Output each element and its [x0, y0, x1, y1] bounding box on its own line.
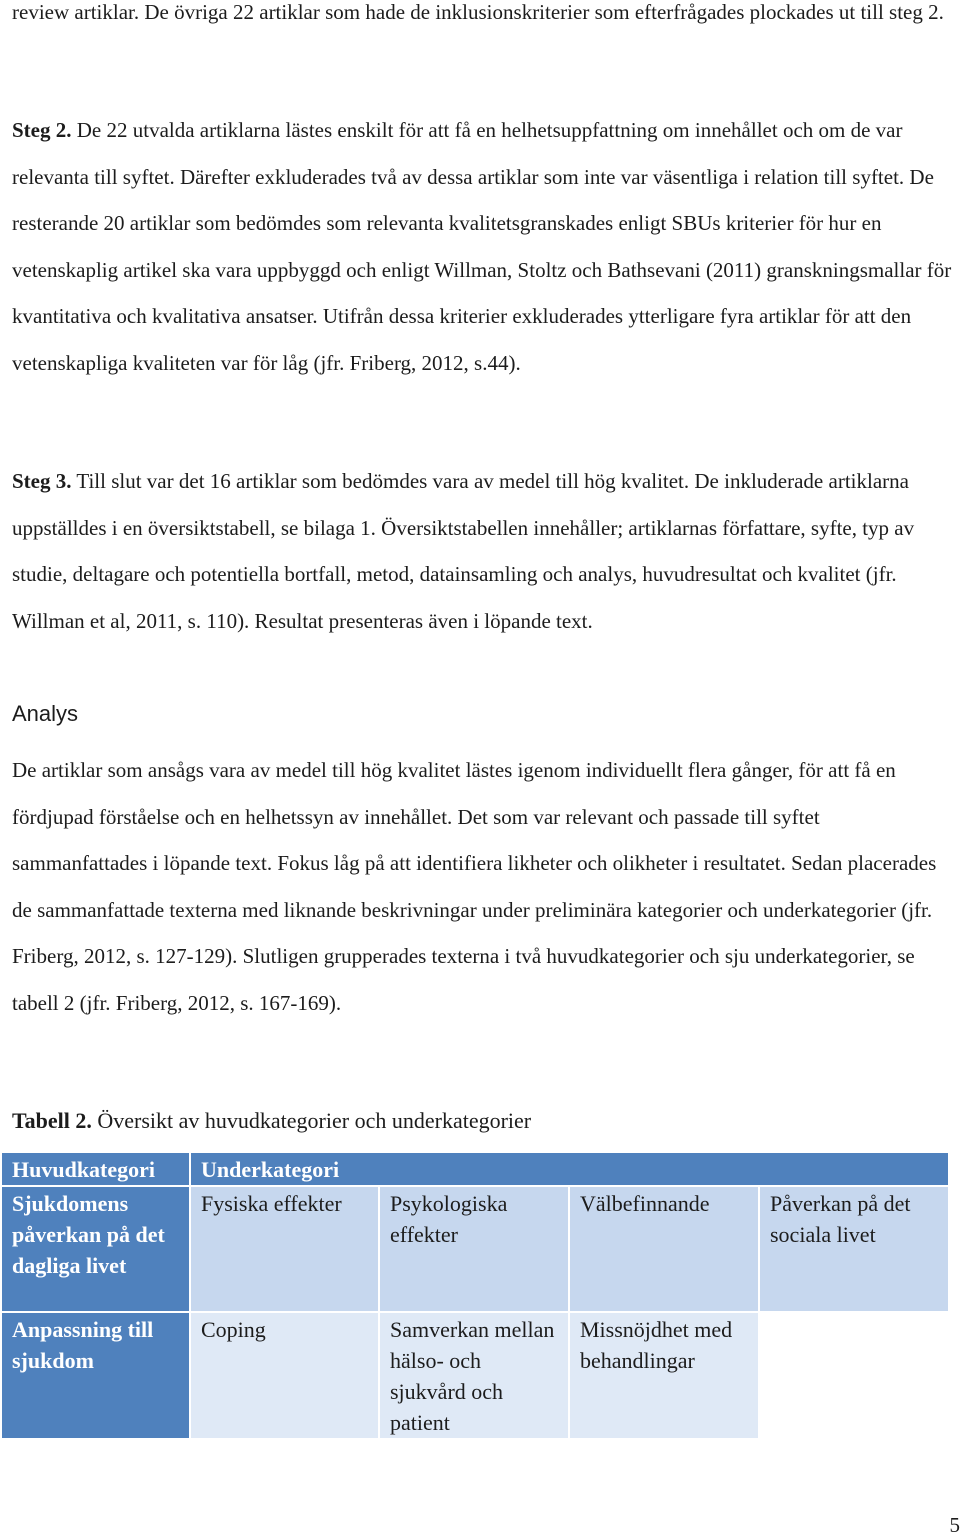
paragraph-intro: review artiklar. De övriga 22 artiklar som hade de inklusionskriterier som efterfrågades plockades ut till steg 2.	[12, 0, 944, 24]
steg-3-text: Till slut var det 16 artiklar som bedömdes vara av medel till hög kvalitet. De inkluderade artiklarna uppställdes i en översiktstabell, se bilaga 1. Översiktstabellen innehåller; artiklarnas författare, syfte, typ av studie, deltagare och potentiella bortfall, metod, datainsamling och analys, huvudresultat och kvalitet (jfr. Willman et al, 2011, s. 110). Resultat presenteras även i löpande text.	[12, 469, 915, 633]
table-caption-text: Översikt av huvudkategorier och underkategorier	[91, 1108, 532, 1133]
table-row	[2, 1313, 950, 1440]
sub-category-cell: Fysiska effekter	[191, 1187, 380, 1313]
sub-category-cell: Samverkan mellan hälso- och sjukvård och patient	[380, 1313, 570, 1440]
main-category-cell: Sjukdomens påverkan på det dagliga livet	[2, 1187, 191, 1313]
empty-cell	[760, 1313, 950, 1440]
page-number: 5	[949, 1513, 960, 1537]
category-table	[2, 1153, 950, 1440]
sub-category-cell: Välbefinnande	[570, 1187, 760, 1313]
steg-2-text: De 22 utvalda artiklarna lästes enskilt för att få en helhetsuppfattning om innehållet och om de var relevanta till syftet. Därefter exkluderades två av dessa artiklar som inte var väsentliga i relation till syftet. De resterande 20 artiklar som bedömdes som relevanta kvalitetsgranskades enligt SBUs kriterier för hur en vetenskaplig artikel ska vara uppbyggd och enligt Willman, Stoltz och Bathsevani (2011) granskningsmallar för kvantitativa och kvalitativa ansatser. Utifrån dessa kriterier exkluderades ytterligare fyra artiklar för att den vetenskapliga kvaliteten var för låg (jfr. Friberg, 2012, s.44).	[12, 118, 952, 375]
paragraph-steg-3	[12, 458, 960, 644]
steg-3-label: Steg 3.	[12, 469, 72, 493]
table-caption	[12, 1101, 531, 1141]
steg-2-label: Steg 2.	[12, 118, 72, 142]
section-heading-analys: Analys	[12, 701, 79, 726]
sub-category-cell: Coping	[191, 1313, 380, 1440]
sub-category-cell: Påverkan på det sociala livet	[760, 1187, 950, 1313]
table-row	[2, 1187, 950, 1313]
header-underkategori: Underkategori	[191, 1153, 950, 1187]
header-huvudkategori: Huvudkategori	[2, 1153, 191, 1187]
paragraph-steg-2	[12, 107, 960, 386]
paragraph-analys: De artiklar som ansågs vara av medel till hög kvalitet lästes igenom individuellt flera gånger, för att få en fördjupad förståelse och en helhetssyn av innehållet. Det som var relevant och passade till syftet sammanfattades i löpande text. Fokus låg på att identifiera likheter och olikheter i resultatet. Sedan placerades de sammanfattade texterna med liknande beskrivningar under preliminära kategorier och underkategorier (jfr. Friberg, 2012, s. 127-129). Slutligen grupperades texterna i två huvudkategorier och sju underkategorier, se tabell 2 (jfr. Friberg, 2012, s. 167-169).	[12, 758, 937, 1015]
main-category-cell: Anpassning till sjukdom	[2, 1313, 191, 1440]
sub-category-cell: Psykologiska effekter	[380, 1187, 570, 1313]
table-caption-label: Tabell 2.	[12, 1108, 92, 1133]
table-header-row	[2, 1153, 950, 1187]
sub-category-cell: Missnöjdhet med behandlingar	[570, 1313, 760, 1440]
